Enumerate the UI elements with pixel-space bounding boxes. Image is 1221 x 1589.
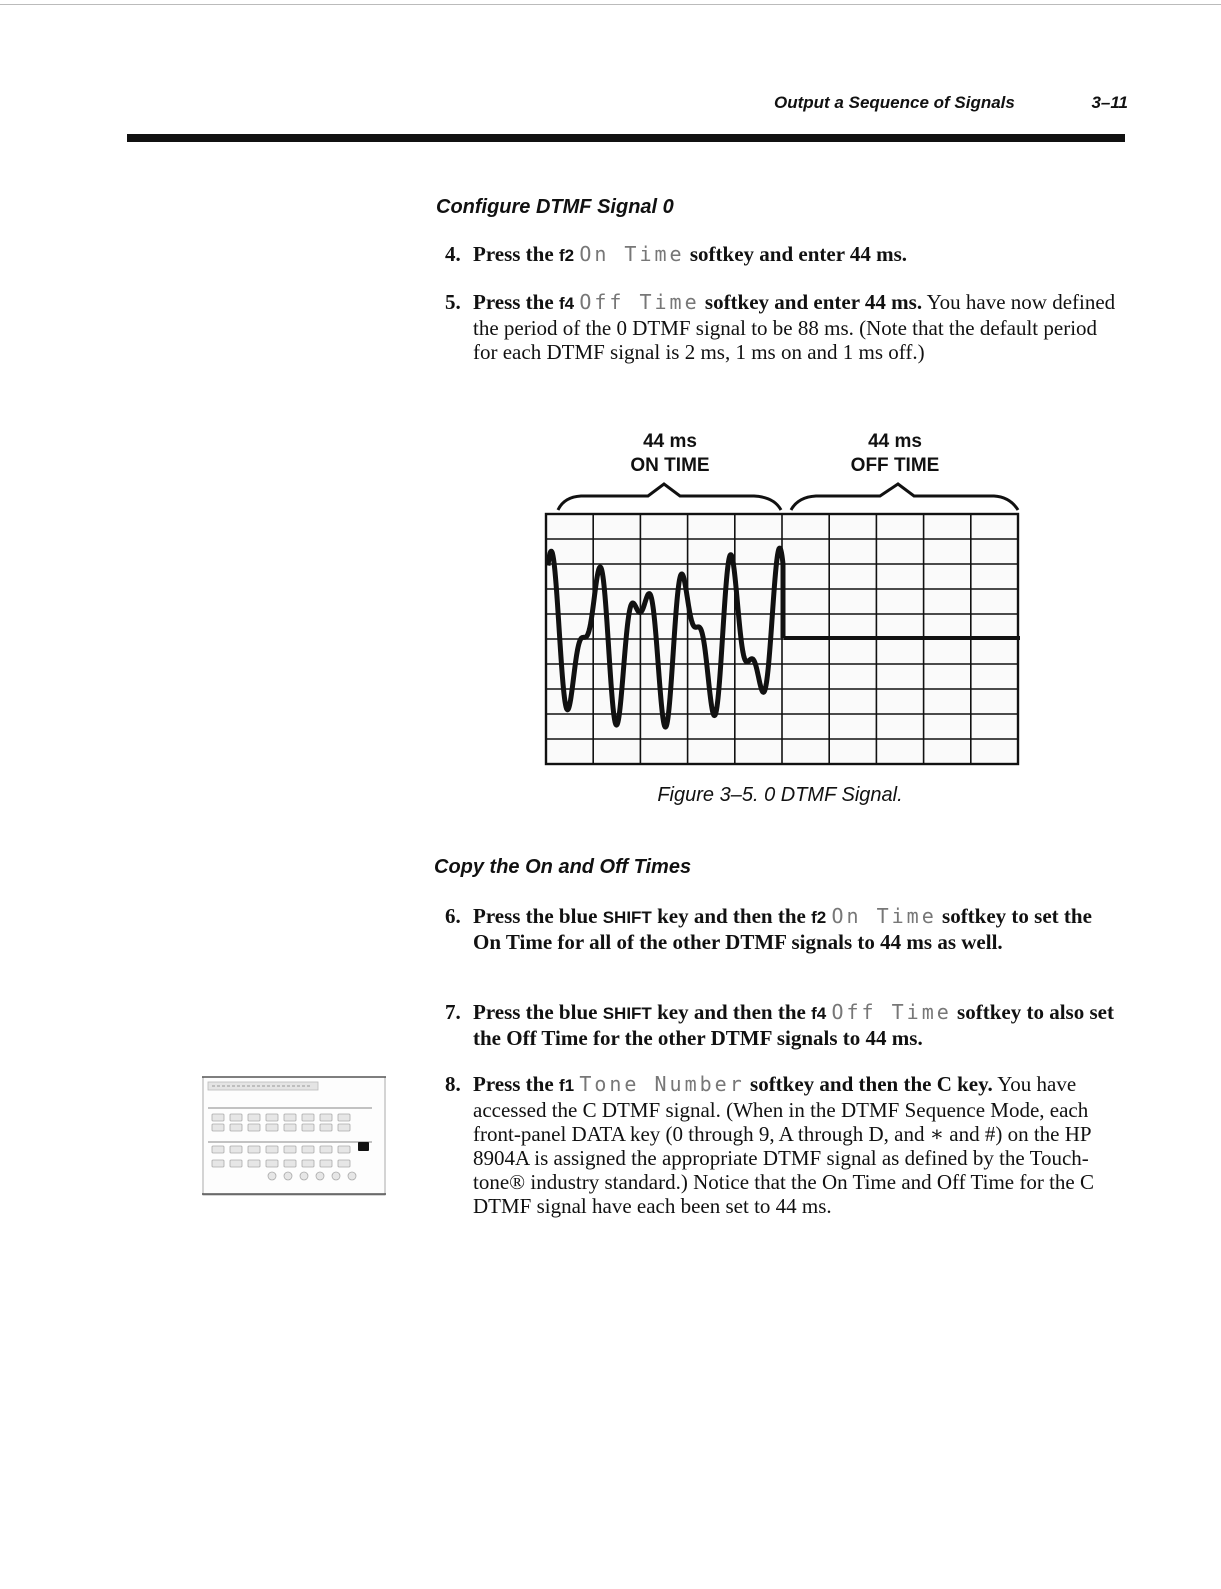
header-rule <box>127 134 1125 142</box>
section-heading-copy: Copy the On and Off Times <box>434 856 692 878</box>
step-number: 6. <box>445 904 461 928</box>
step-text: softkey to also set the Off Time for the other DTMF signals to 44 ms. <box>473 1000 1114 1050</box>
step-text: Press the <box>473 290 554 314</box>
step-4 <box>445 242 1125 268</box>
running-head <box>700 93 1128 117</box>
off-time-text: OFF TIME <box>850 455 940 476</box>
figure-caption: Figure 3–5. 0 DTMF Signal. <box>657 784 903 806</box>
lcd-text: Tone Number <box>579 1072 745 1096</box>
off-time-value: 44 ms <box>868 431 922 452</box>
step-text: Press the blue <box>473 904 598 928</box>
softkey-label: f2 <box>811 908 827 927</box>
lcd-text: On Time <box>831 904 937 928</box>
step-detail: You have accessed the C DTMF signal. (When in the DTMF Sequence Mode, each front-panel DATA key (0 through 9, A through D, and ∗ and #) on the HP 8904A is assigned the appropriate DTMF signal as defined by the Touch-tone® industry standard.) Notice that the On Time and Off Time for the C DTMF signal have each been set to 44 ms. <box>473 1072 1095 1218</box>
shift-key-label: SHIFT <box>602 1004 652 1023</box>
off-time-label <box>830 430 960 478</box>
on-time-label <box>605 430 735 478</box>
step-text: softkey and enter 44 ms. <box>689 242 908 266</box>
section-heading-configure: Configure DTMF Signal 0 <box>436 196 674 218</box>
step-number: 5. <box>445 290 461 314</box>
lcd-text: Off Time <box>579 290 700 314</box>
softkey-label: f1 <box>558 1076 575 1095</box>
page-number: 3–11 <box>1091 93 1128 112</box>
softkey-label: f2 <box>558 246 575 265</box>
highlighted-key <box>358 1142 369 1151</box>
step-text: softkey to set the On Time for all of the other DTMF signals to 44 ms as well. <box>473 904 1092 954</box>
on-time-brace <box>558 484 781 510</box>
front-panel-illustration <box>202 1076 386 1196</box>
step-text: Press the blue <box>473 1000 598 1024</box>
step-text: Press the <box>473 1072 554 1096</box>
running-head-title: Output a Sequence of Signals <box>774 93 1015 112</box>
lcd-text: Off Time <box>831 1000 952 1024</box>
step-6 <box>445 904 1125 954</box>
step-text: softkey and then the C key. <box>750 1072 993 1096</box>
lcd-text: On Time <box>579 242 685 266</box>
step-7 <box>445 1000 1125 1050</box>
on-time-value: 44 ms <box>643 431 697 452</box>
on-time-text: ON TIME <box>630 455 710 476</box>
step-text: Press the <box>473 242 554 266</box>
step-detail: You have now defined the period of the 0 DTMF signal to be 88 ms. (Note that the default period for each DTMF signal is 2 ms, 1 ms on and 1 ms off.) <box>473 290 1116 364</box>
dtmf-signal-figure <box>536 480 1026 770</box>
top-edge-line <box>0 4 1221 5</box>
off-time-brace <box>791 484 1018 510</box>
softkey-label: f4 <box>558 294 575 313</box>
softkey-label: f4 <box>811 1004 827 1023</box>
step-text: softkey and enter 44 ms. <box>704 290 923 314</box>
step-number: 4. <box>445 242 461 266</box>
step-8 <box>445 1072 1125 1218</box>
shift-key-label: SHIFT <box>602 908 652 927</box>
step-number: 8. <box>445 1072 461 1096</box>
step-5 <box>445 290 1125 364</box>
step-number: 7. <box>445 1000 461 1024</box>
step-text: key and then the <box>657 1000 806 1024</box>
step-text: key and then the <box>657 904 806 928</box>
